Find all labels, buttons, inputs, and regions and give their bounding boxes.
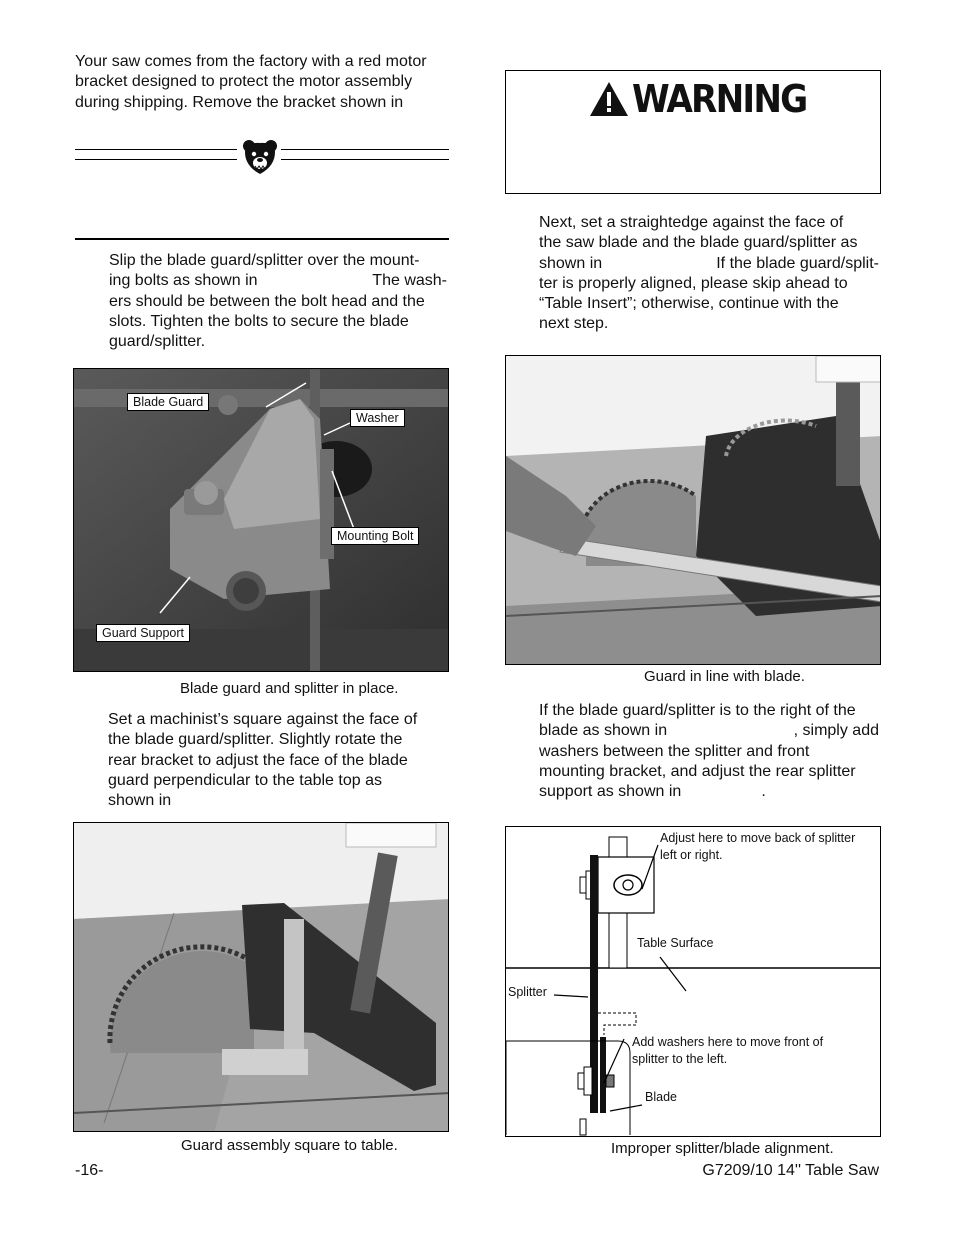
- intro-line: Your saw comes from the factory with a red motor: [75, 53, 427, 70]
- label-splitter: Splitter: [508, 985, 547, 999]
- step-line-split: [109, 271, 447, 291]
- step-paragraph: [109, 251, 447, 352]
- washer-line: .: [761, 783, 766, 801]
- intro-paragraph: [75, 52, 447, 113]
- washer-line-split: [539, 782, 879, 802]
- straightedge-line: the saw blade and the blade guard/splitter as: [539, 234, 858, 252]
- step-line: slots. Tighten the bolts to secure the blade: [109, 312, 409, 330]
- label-blade-guard: Blade Guard: [127, 393, 209, 411]
- guard-inline-photo: [506, 356, 881, 665]
- straightedge-paragraph: [539, 213, 879, 335]
- figure-splitter-caption: Improper splitter/blade alignment.: [611, 1140, 834, 1157]
- step-line: ers should be between the bolt head and the: [109, 292, 425, 310]
- washer-line: , simply add: [793, 722, 879, 740]
- washer-line: mounting bracket, and adjust the rear splitter: [539, 762, 856, 780]
- section-rule: [75, 238, 449, 240]
- square-line: the blade guard/splitter. Slightly rotate the: [108, 731, 403, 749]
- straightedge-line: “Table Insert”; otherwise, continue with the: [539, 295, 839, 313]
- straightedge-line: shown in: [539, 254, 603, 272]
- straightedge-line: Next, set a straightedge against the face of: [539, 214, 844, 231]
- figure-guard-square-caption: Guard assembly square to table.: [181, 1137, 398, 1154]
- label-add-washers-line: Add washers here to move front of: [632, 1035, 824, 1049]
- figure-guard-inline-caption: Guard in line with blade.: [644, 668, 805, 685]
- washer-line: blade as shown in: [539, 722, 668, 740]
- straightedge-line: next step.: [539, 315, 609, 333]
- label-table-surface: Table Surface: [637, 936, 714, 950]
- figure-splitter-diagram: [505, 826, 881, 1137]
- warning-title: WARNING: [632, 77, 807, 121]
- square-paragraph: [108, 710, 447, 811]
- washer-line: support as shown in: [539, 783, 682, 801]
- figure-guard-inline: [505, 355, 881, 665]
- figure-blade-guard: [73, 368, 449, 672]
- washer-line: washers between the splitter and front: [539, 742, 810, 760]
- label-adjust-back-line: Adjust here to move back of splitter: [660, 831, 856, 845]
- label-add-washers-line: splitter to the left.: [632, 1052, 728, 1066]
- figure-blade-guard-caption: Blade guard and splitter in place.: [180, 680, 399, 697]
- bear-logo-icon: [241, 138, 279, 176]
- washer-line: If the blade guard/splitter is to the right of the: [539, 702, 856, 719]
- warning-banner: [588, 77, 826, 121]
- washer-line-split: [539, 721, 879, 741]
- intro-line: bracket designed to protect the motor assembly: [75, 73, 413, 91]
- straightedge-line-split: [539, 254, 879, 274]
- label-washer: Washer: [350, 409, 405, 427]
- page-number: -16-: [75, 1162, 104, 1179]
- warning-triangle-icon: [588, 80, 630, 118]
- splitter-diagram: [506, 827, 880, 1136]
- label-adjust-back: [660, 830, 855, 864]
- label-blade: Blade: [645, 1090, 677, 1104]
- step-line: guard/splitter.: [109, 333, 206, 351]
- label-guard-support: Guard Support: [96, 624, 190, 642]
- straightedge-line: If the blade guard/split-: [716, 254, 879, 272]
- guard-square-photo: [74, 823, 449, 1132]
- step-line: ing bolts as shown in: [109, 272, 258, 290]
- square-line: guard perpendicular to the table top as: [108, 771, 382, 789]
- square-line: shown in: [108, 792, 172, 810]
- label-adjust-back-line: left or right.: [660, 848, 723, 862]
- washer-paragraph: [539, 701, 879, 802]
- footer-model: G7209/10 14'' Table Saw: [702, 1162, 879, 1179]
- square-line: rear bracket to adjust the face of the blade: [108, 751, 408, 769]
- intro-line: during shipping. Remove the bracket shown in: [75, 93, 404, 111]
- logo-divider: [75, 138, 449, 178]
- label-add-washers: [632, 1034, 823, 1068]
- warning-box: [505, 70, 881, 194]
- step-line: The wash-: [372, 272, 447, 290]
- step-line: Slip the blade guard/splitter over the mount-: [109, 252, 420, 269]
- figure-guard-square: [73, 822, 449, 1132]
- label-mounting-bolt: Mounting Bolt: [331, 527, 419, 545]
- square-line: Set a machinist’s square against the face of: [108, 711, 418, 728]
- straightedge-line: ter is properly aligned, please skip ahead to: [539, 274, 848, 292]
